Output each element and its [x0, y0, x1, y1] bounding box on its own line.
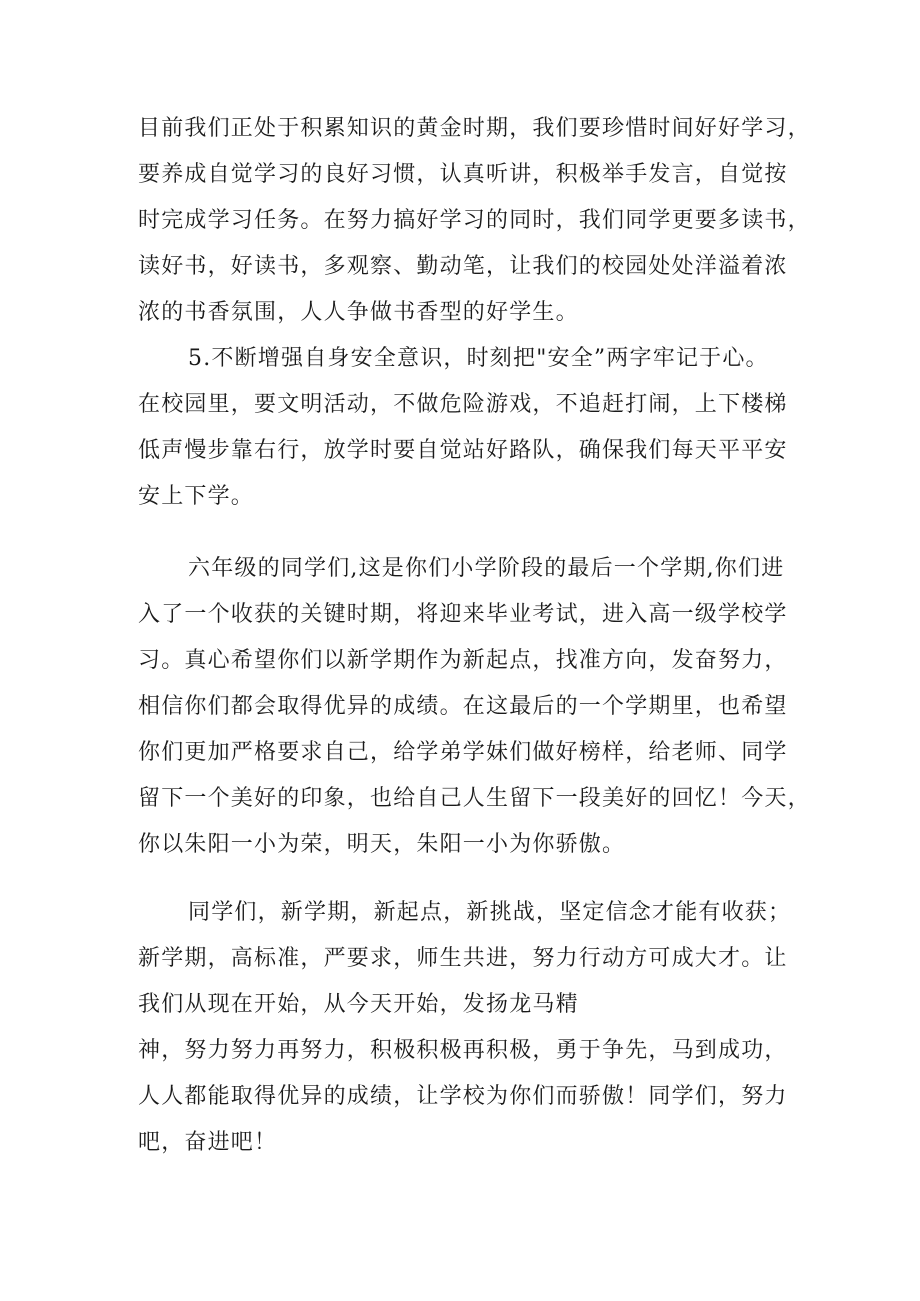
text-line-5: 浓的书香氛围，人人争做书香型的好学生。 [138, 300, 579, 325]
text-line-12: 习。真心希望你们以新学期作为新起点，找准方向，发奋努力， [138, 648, 788, 673]
text-line-16: 你以朱阳一小为荣，明天，朱阳一小为你骄傲。 [138, 832, 626, 857]
text-line-3: 时完成学习任务。在努力搞好学习的同时，我们同学更要多读书， [138, 208, 811, 233]
text-line-19: 我们从现在开始，从今天开始，发扬龙马精 [138, 992, 579, 1017]
text-line-18: 新学期，高标准，严要求，师生共进，努力行动方可成大才。让 [138, 946, 788, 971]
text-line-4: 读好书，好读书，多观察、勤动笔，让我们的校园处处洋溢着浓 [138, 254, 788, 279]
text-line-22: 吧，奋进吧！ [138, 1130, 278, 1155]
text-line-1: 目前我们正处于积累知识的黄金时期，我们要珍惜时间好好学习， [138, 116, 811, 141]
text-line-17: 同学们，新学期，新起点，新挑战，坚定信念才能有收获； [188, 900, 792, 925]
text-line-2: 要养成自觉学习的良好习惯，认真听讲，积极举手发言，自觉按 [138, 162, 788, 187]
text-line-8: 低声慢步靠右行，放学时要自觉站好路队，确保我们每天平平安 [138, 438, 788, 463]
text-line-6: 5.不断增强自身安全意识，时刻把"安全”两字牢记于心。 [188, 346, 769, 371]
text-line-7: 在校园里，要文明活动，不做危险游戏，不追赶打闹，上下楼梯 [138, 392, 788, 417]
text-line-14: 你们更加严格要求自己，给学弟学妹们做好榜样，给老师、同学 [138, 740, 788, 765]
text-line-10: 六年级的同学们,这是你们小学阶段的最后一个学期,你们进 [188, 556, 785, 581]
text-line-20: 神，努力努力再努力，积极积极再积极，勇于争先，马到成功， [138, 1038, 788, 1063]
text-line-21: 人人都能取得优异的成绩，让学校为你们而骄傲！同学们，努力 [138, 1084, 788, 1109]
text-line-13: 相信你们都会取得优异的成绩。在这最后的一个学期里，也希望 [138, 694, 788, 719]
text-line-15: 留下一个美好的印象，也给自己人生留下一段美好的回忆！今天， [138, 786, 811, 811]
text-line-11: 入了一个收获的关键时期，将迎来毕业考试，进入高一级学校学 [138, 602, 788, 627]
text-line-9: 安上下学。 [138, 484, 255, 509]
